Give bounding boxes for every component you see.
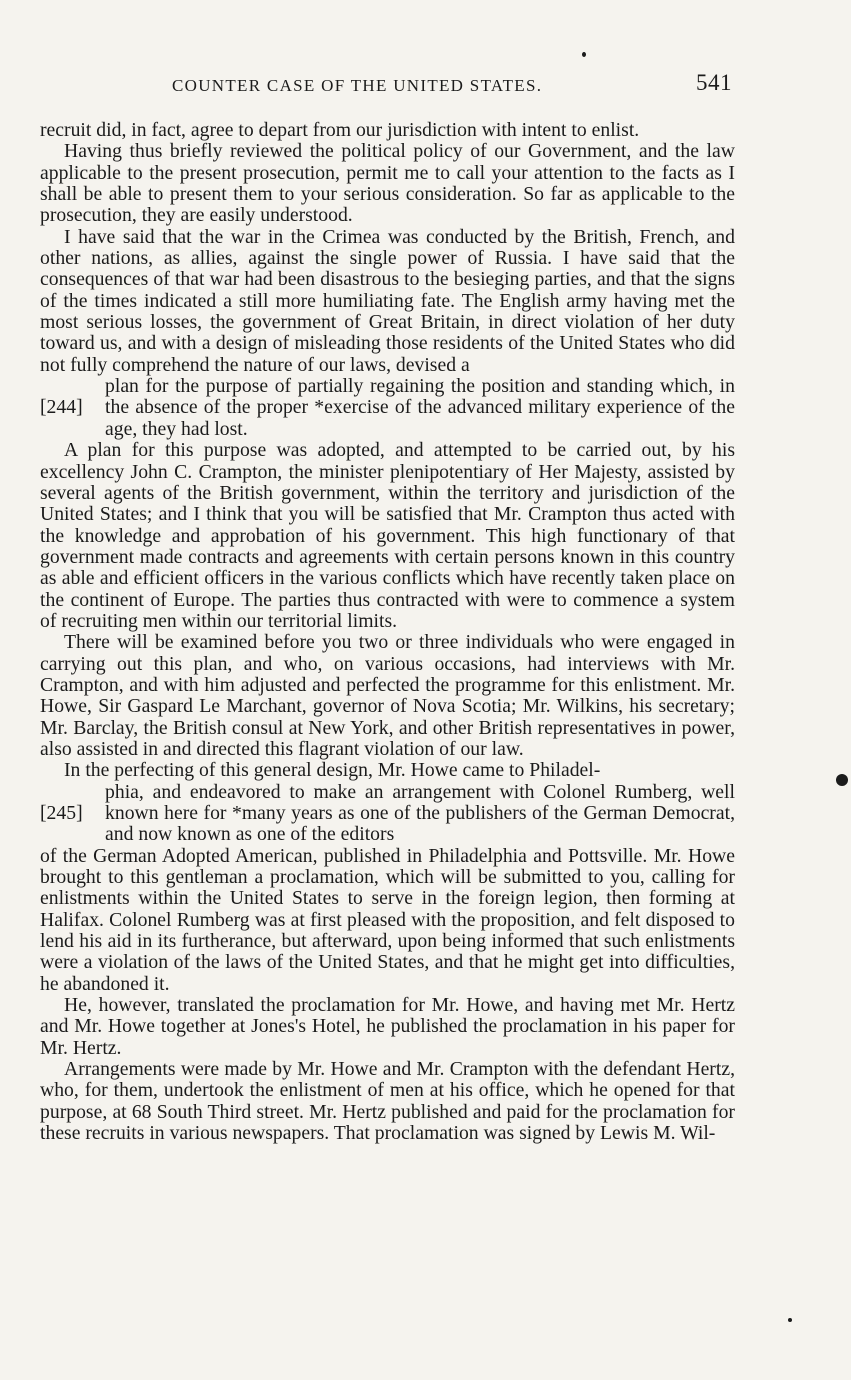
ink-speck [582, 52, 586, 57]
paragraph-5: There will be examined before you two or three individuals who were engaged in carrying out this plan, and who, on various occasions, had interviews with Mr. Crampton, and with him adjusted and perfected the programme for this enlistment. Mr. Howe, Sir Gaspard Le Marchant, governor of Nova Scotia; Mr. Wilkins, his secretary; Mr. Barclay, the British consul at New York, and other British representatives in power, also assisted in and directed this flagrant violation of our law. [40, 631, 735, 760]
marginal-ref-245: [245] [40, 802, 83, 824]
paragraph-3: I have said that the war in the Crimea was conducted by the British, French, and other nations, as allies, against the single power of Russia. I have said that the consequences of that war had been disastrous to the besieging parties, and that the signs of the times indicated a still more humiliating fate. The English army having met the most serious losses, the government of Great Britain, in direct violation of her duty toward us, and with a design of misleading those residents of the United States who did not fully comprehend the nature of our laws, devised a [40, 225, 735, 376]
paragraph-4: A plan for this purpose was adopted, and attempted to be carried out, by his excellency John C. Crampton, the minister plenipotentiary of Her Majesty, assisted by several agents of the British government, within the territory and jurisdiction of the United States; and I think that you will be satisfied that Mr. Crampton thus acted with the knowledge and approbation of his government. This high functionary of that government made contracts and agreements with certain persons known in this country as able and efficient officers in the various conflicts which have recently taken place on the continent of Europe. The parties thus contracted with were to commence a system of recruiting men within our territorial limits. [40, 439, 735, 632]
paragraph-2: Having thus briefly reviewed the political policy of our Government, and the law applicable to the present prosecution, permit me to call your attention to the facts as I shall be able to present them to your serious consideration. So far as applicable to the prosecution, they are easily understood. [40, 140, 735, 227]
paragraph-8: Arrangements were made by Mr. Howe and Mr. Crampton with the defendant Hertz, who, for them, undertook the enlistment of men at his office, which he opened for that purpose, at 68 South Third street. Mr. Hertz published and paid for the proclamation for these recruits in various newspapers. That proclamation was signed by Lewis M. Wil- [40, 1058, 735, 1145]
marginal-block-244 [40, 376, 735, 440]
paragraph-6-end: of the German Adopted American, published in Philadelphia and Pottsville. Mr. Howe brought to this gentleman a proclamation, which will be submitted to you, calling for enlistments within the United States to serve in the foreign legion, then forming at Halifax. Colonel Rumberg was at first pleased with the proposition, and felt disposed to lend his aid in its furtherance, but afterward, upon being informed that such enlistments were a violation of the laws of the United States, and that he might get into difficulties, he abandoned it. [40, 844, 735, 995]
body-text [40, 120, 735, 1145]
marginal-ref-244: [244] [40, 396, 83, 419]
ink-speck [788, 1318, 792, 1322]
page-number: 541 [696, 70, 732, 95]
paragraph-6: In the perfecting of this general design, Mr. Howe came to Philadel- [64, 759, 601, 782]
page-header [40, 72, 740, 102]
ink-blot [836, 774, 848, 786]
paragraph-7: He, however, translated the proclamation for Mr. Howe, and having met Mr. Hertz and Mr. Howe together at Jones's Hotel, he published the proclamation in his paper for Mr. Hertz. [40, 994, 735, 1059]
paragraph-1: recruit did, in fact, agree to depart from our jurisdiction with intent to enlist. [40, 119, 640, 141]
paragraph-6-continued: phia, and endeavored to make an arrangement with Colonel Rumberg, well known here for *many years as one of the publishers of the German Democrat, and now known as one of the editors [105, 780, 735, 846]
paragraph-3-continued: plan for the purpose of partially regaining the position and standing which, in the absence of the proper *exercise of the advanced military experience of the age, they had lost. [105, 375, 735, 440]
marginal-block-245 [40, 782, 735, 846]
running-title: COUNTER CASE OF THE UNITED STATES. [172, 76, 543, 95]
